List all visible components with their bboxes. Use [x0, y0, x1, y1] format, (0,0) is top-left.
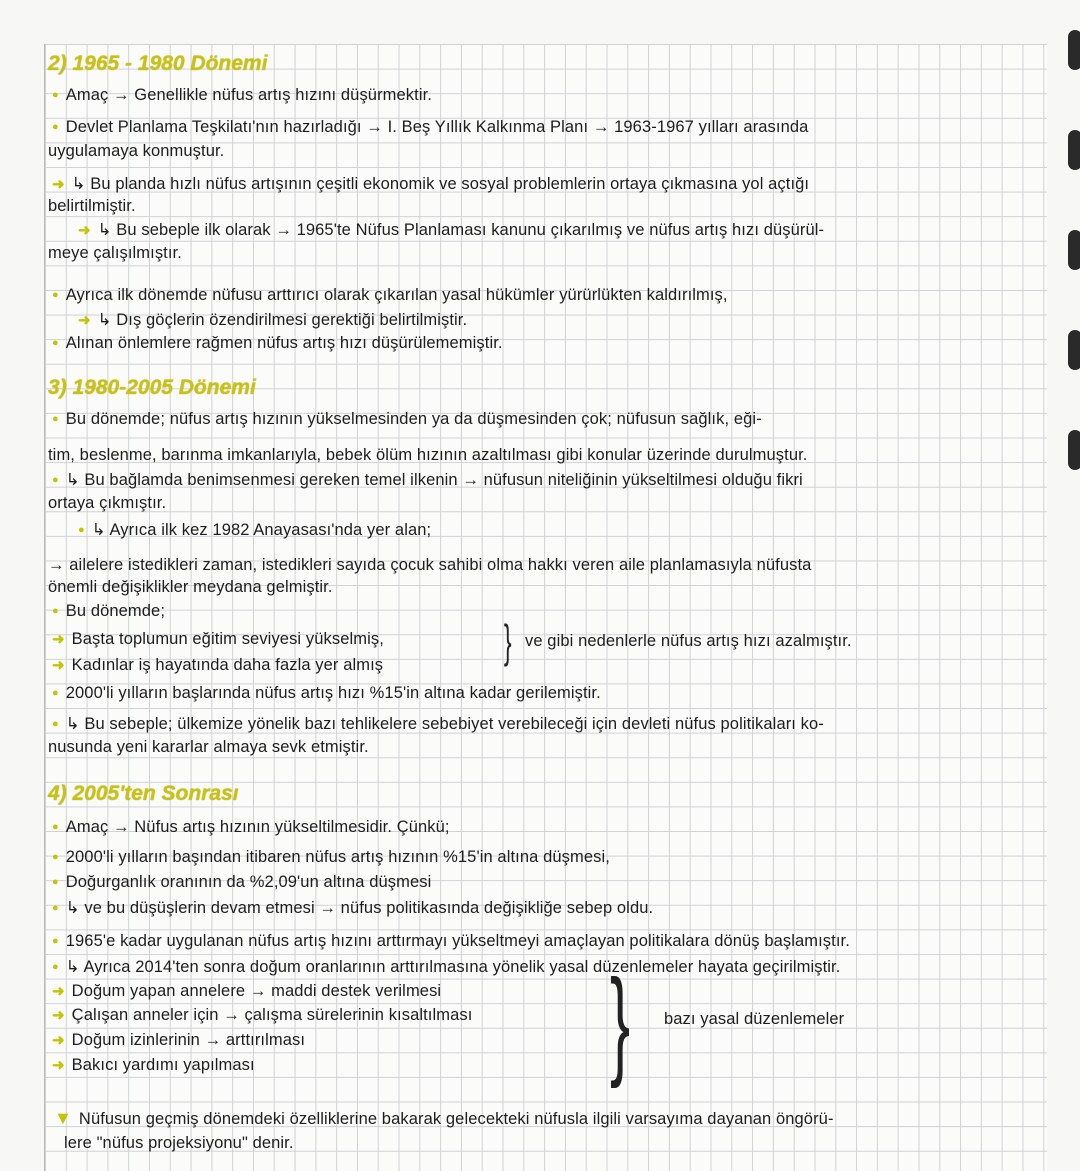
note-text: uygulamaya konmuştur.: [48, 142, 225, 160]
note-line: [52, 932, 850, 951]
note-line: [52, 848, 610, 867]
binder-hole: [1068, 430, 1080, 470]
note-line: [48, 446, 807, 465]
section-heading: 3) 1980-2005 Dönemi: [48, 376, 256, 399]
bullet-icon: [52, 873, 59, 892]
bullet-icon: [52, 958, 59, 977]
binder-hole: [1068, 130, 1080, 170]
note-line: [52, 714, 824, 734]
note-line: [52, 1056, 255, 1075]
note-line: [52, 602, 165, 621]
note-text: Doğum izinlerinin → arttırılması: [71, 1031, 306, 1049]
note-text: ↳ Bu planda hızlı nüfus artışının çeşitli ekonomik ve sosyal problemlerin ortaya çıkmasına yol açtığı: [71, 175, 810, 193]
note-line: [52, 1031, 305, 1050]
bullet-icon: [52, 932, 59, 951]
note-text: ↳ Bu sebeple ilk olarak → 1965'te Nüfus Planlaması kanunu çıkarılmış ve nüfus artış hızı düşürül-: [97, 221, 825, 239]
note-line: [78, 220, 824, 240]
bullet-icon: [52, 848, 59, 867]
note-line: [52, 684, 601, 703]
note-text: Alınan önlemlere rağmen nüfus artış hızı düşürülememiştir.: [65, 334, 503, 352]
note-line: [48, 244, 182, 263]
note-line: [52, 470, 803, 490]
note-text: 2000'li yılların başlarında nüfus artış hızı %15'in altına kadar gerilemiştir.: [65, 684, 601, 702]
note-text: 1965'e kadar uygulanan nüfus artış hızını arttırmayı yükseltmeyi amaçlayan politikalara dönüş başlamıştır.: [65, 932, 850, 950]
note-line: [48, 197, 136, 216]
bullet-icon: [52, 334, 59, 353]
note-line: [52, 873, 431, 892]
note-line: [48, 578, 333, 597]
note-text: ↳ Ayrıca 2014'ten sonra doğum oranlarının arttırılmasına yönelik yasal düzenlemeler hayata geçirilmiştir.: [65, 958, 841, 976]
section-heading: 4) 2005'ten Sonrası: [48, 782, 239, 805]
brace-note: ve gibi nedenlerle nüfus artış hızı azalmıştır.: [525, 632, 852, 650]
note-text: ↳ ve bu düşüşlerin devam etmesi → nüfus politikasında değişikliğe sebep oldu.: [65, 899, 654, 917]
arrow-icon: [52, 1031, 65, 1050]
note-text: nusunda yeni kararlar almaya sevk etmiştir.: [48, 738, 369, 756]
note-text: 2000'li yılların başından itibaren nüfus artış hızının %15'in altına düşmesi,: [65, 848, 610, 866]
note-line: [52, 957, 840, 977]
note-line: [52, 334, 503, 353]
binder-hole: [1068, 230, 1080, 270]
triangle-icon: [54, 1108, 72, 1129]
binder-hole: [1068, 30, 1080, 70]
note-text: Bakıcı yardımı yapılması: [71, 1056, 255, 1074]
bullet-icon: [52, 471, 59, 490]
arrow-icon: [52, 982, 65, 1001]
note-line: [52, 898, 653, 918]
note-text: Kadınlar iş hayatında daha fazla yer almış: [71, 656, 384, 674]
note-text: ↳ Bu bağlamda benimsenmesi gereken temel ilkenin → nüfusun niteliğinin yükseltilmesi olduğu fikri: [65, 471, 803, 489]
note-line: [48, 738, 369, 757]
note-line: [52, 656, 383, 675]
bullet-icon: [52, 286, 59, 305]
note-line: [78, 310, 467, 330]
note-text: ortaya çıkmıştır.: [48, 494, 167, 512]
arrow-icon: [52, 656, 65, 675]
bullet-icon: [78, 521, 85, 540]
note-text: belirtilmiştir.: [48, 197, 136, 215]
grid-paper: [44, 44, 1047, 1171]
note-text: Nüfusun geçmiş dönemdeki özelliklerine bakarak gelecekteki nüfusla ilgili varsayıma dayanan öngörü-: [78, 1110, 834, 1128]
bullet-icon: [52, 410, 59, 429]
note-text: ↳ Ayrıca ilk kez 1982 Anayasası'nda yer alan;: [91, 521, 432, 539]
note-text: → ailelere istedikleri zaman, istedikleri sayıda çocuk sahibi olma hakkı veren aile planlamasıyla nüfusta: [48, 556, 812, 574]
bullet-icon: [52, 684, 59, 703]
arrow-icon: [78, 311, 91, 330]
arrow-icon: [78, 221, 91, 240]
section-heading: 2) 1965 - 1980 Dönemi: [48, 52, 268, 75]
note-line: [52, 630, 384, 649]
note-text: meye çalışılmıştır.: [48, 244, 182, 262]
arrow-icon: [52, 630, 65, 649]
note-text: Çalışan anneler için → çalışma sürelerinin kısaltılması: [71, 1006, 473, 1024]
note-text: Doğurganlık oranının da %2,09'un altına düşmesi: [65, 873, 432, 891]
arrow-icon: [52, 1056, 65, 1075]
bullet-icon: [52, 602, 59, 621]
note-line: [52, 982, 441, 1001]
brace-note: bazı yasal düzenlemeler: [664, 1010, 845, 1028]
note-line: [78, 520, 431, 540]
bullet-icon: [52, 818, 59, 837]
bullet-icon: [52, 899, 59, 918]
note-line: [52, 1006, 472, 1025]
note-line: [48, 556, 811, 575]
note-line: [48, 494, 166, 513]
note-line: [48, 142, 224, 161]
arrow-icon: [52, 175, 65, 194]
note-line: [64, 1134, 294, 1153]
note-text: Bu dönemde; nüfus artış hızının yükselmesinden ya da düşmesinden çok; nüfusun sağlık, eği-: [65, 410, 762, 428]
bullet-icon: [52, 118, 59, 137]
binder-hole: [1068, 330, 1080, 370]
note-line: [52, 86, 432, 105]
note-line: [52, 286, 728, 305]
note-line: [54, 1108, 834, 1129]
note-text: Ayrıca ilk dönemde nüfusu arttırıcı olarak çıkarılan yasal hükümler yürürlükten kaldırılmış,: [65, 286, 728, 304]
arrow-icon: [52, 1006, 65, 1025]
note-text: Bu dönemde;: [65, 602, 166, 620]
bullet-icon: [52, 86, 59, 105]
note-text: ↳ Bu sebeple; ülkemize yönelik bazı tehlikelere sebebiyet verebileceği için devleti nüfus politikaları ko-: [65, 715, 824, 733]
note-line: [52, 410, 762, 429]
note-text: Amaç → Genellikle nüfus artış hızını düşürmektir.: [65, 86, 432, 104]
note-text: tim, beslenme, barınma imkanlarıyla, bebek ölüm hızının azaltılması gibi konular üzerinde durulmuştur.: [48, 446, 808, 464]
note-text: Başta toplumun eğitim seviyesi yükselmiş,: [71, 630, 384, 648]
note-text: Doğum yapan annelere → maddi destek verilmesi: [71, 982, 442, 1000]
note-text: Amaç → Nüfus artış hızının yükseltilmesidir. Çünkü;: [65, 818, 450, 836]
note-text: önemli değişiklikler meydana gelmiştir.: [48, 578, 333, 596]
note-line: [52, 118, 808, 137]
curly-brace: }: [503, 615, 512, 667]
note-line: [52, 174, 809, 194]
note-text: lere "nüfus projeksiyonu" denir.: [64, 1134, 294, 1152]
note-line: [52, 818, 450, 837]
note-text: Devlet Planlama Teşkilatı'nın hazırladığı → I. Beş Yıllık Kalkınma Planı → 1963-1967 yılları arasında: [65, 118, 809, 136]
bullet-icon: [52, 715, 59, 734]
curly-brace: }: [610, 955, 631, 1089]
note-text: ↳ Dış göçlerin özendirilmesi gerektiği belirtilmiştir.: [97, 311, 468, 329]
